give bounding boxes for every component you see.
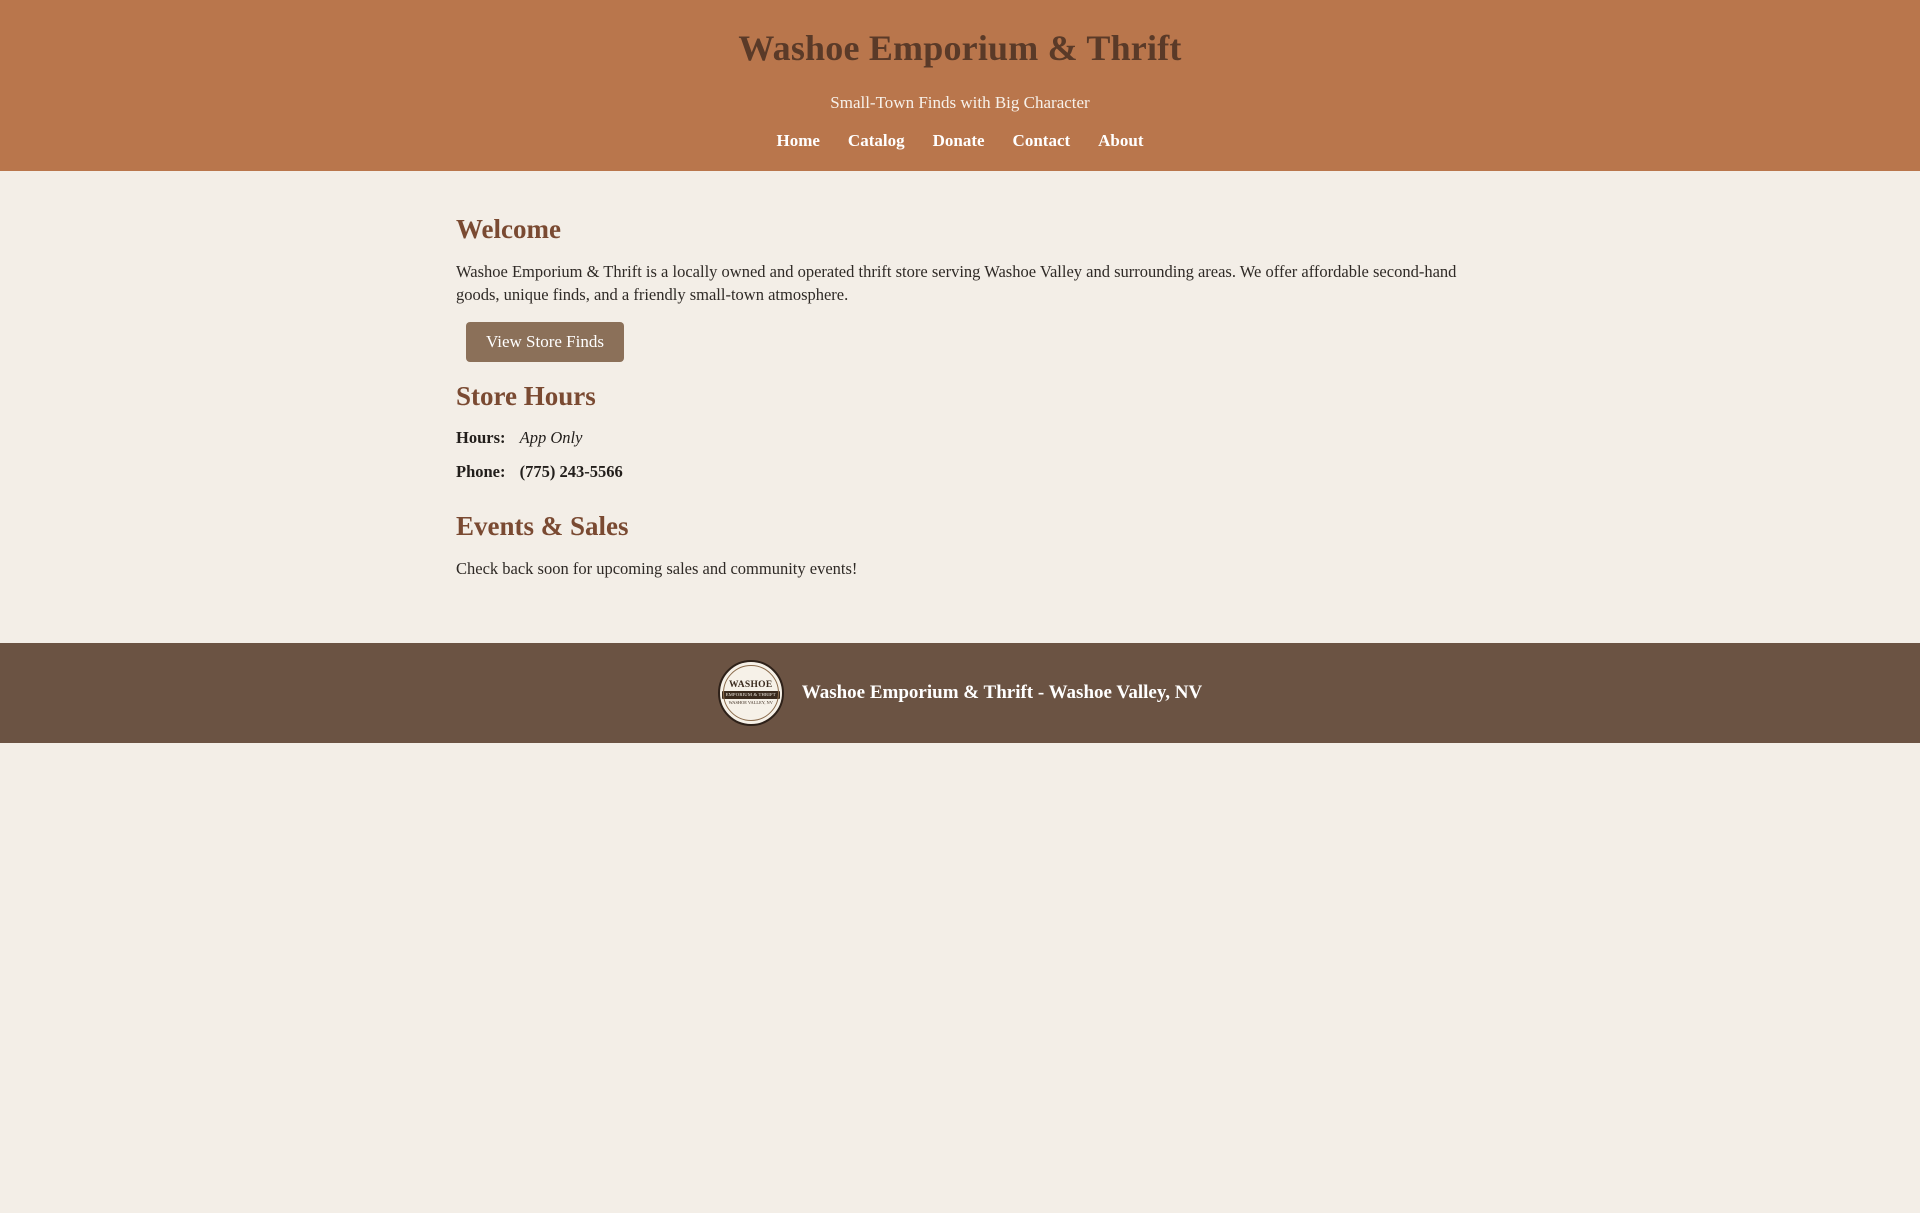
phone-value[interactable]: (775) 243-5566 xyxy=(519,462,623,482)
page-background-filler xyxy=(0,743,1920,1213)
footer-text: Washoe Emporium & Thrift - Washoe Valley, NV xyxy=(801,682,1203,704)
site-footer xyxy=(0,643,1920,743)
washoe-logo-icon xyxy=(718,660,784,726)
nav-item-donate[interactable]: Donate xyxy=(932,131,985,150)
site-tagline: Small-Town Finds with Big Character xyxy=(830,93,1090,112)
nav-item-home[interactable]: Home xyxy=(776,131,820,150)
hours-value: App Only xyxy=(519,428,583,448)
logo-band-text: EMPORIUM & THRIFT xyxy=(722,691,780,699)
logo-top-text: WASHOE xyxy=(729,679,773,690)
welcome-paragraph: Washoe Emporium & Thrift is a locally owned and operated thrift store serving Washoe Valley and surrounding areas. We offer affordable second-hand goods, unique finds, and a friendly small-town atmosphere. xyxy=(456,262,1457,304)
content-column xyxy=(456,213,1464,579)
nav-item-catalog[interactable]: Catalog xyxy=(847,131,905,150)
events-text: Check back soon for upcoming sales and community events! xyxy=(456,558,858,578)
main-content xyxy=(0,171,1920,643)
events-heading: Events & Sales xyxy=(456,511,629,542)
nav-item-contact[interactable]: Contact xyxy=(1012,131,1071,150)
store-hours-heading: Store Hours xyxy=(456,380,596,411)
hours-label: Hours: xyxy=(456,428,506,448)
site-header xyxy=(0,0,1920,171)
logo-bottom-text: WASHOE VALLEY, NV xyxy=(728,700,773,706)
welcome-heading: Welcome xyxy=(456,214,561,244)
hours-row xyxy=(456,428,1464,448)
phone-label: Phone: xyxy=(456,462,506,482)
events-block xyxy=(456,510,1464,578)
page-title: Washoe Emporium & Thrift xyxy=(738,28,1182,68)
phone-row xyxy=(456,462,1464,482)
main-nav xyxy=(0,131,1920,151)
nav-item-about[interactable]: About xyxy=(1098,131,1144,150)
view-store-finds-button[interactable]: View Store Finds xyxy=(466,322,624,362)
